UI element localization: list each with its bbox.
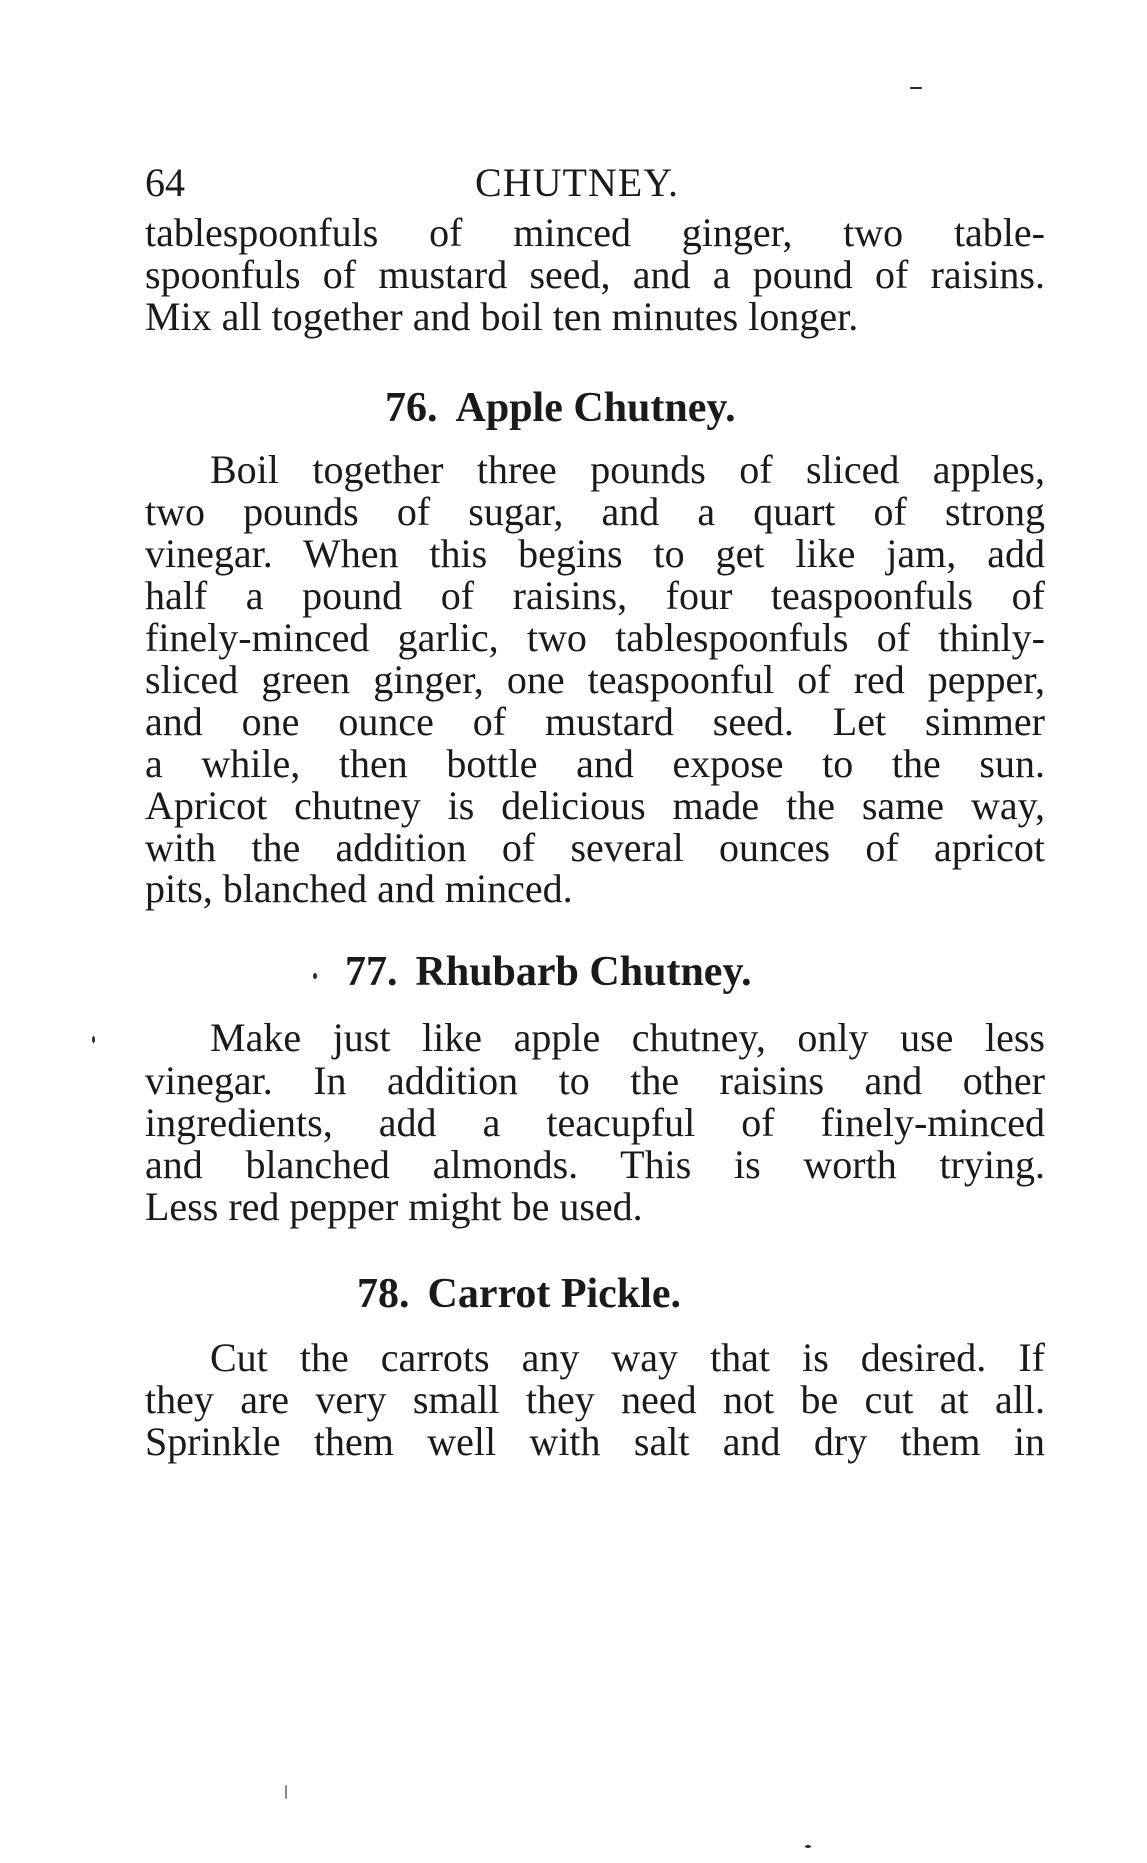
recipe-heading-carrot-pickle [357, 1268, 681, 1320]
text-line: tablespoonfuls of minced ginger, two table- [145, 210, 1045, 255]
page-number: 64 [145, 160, 185, 205]
text-line: a while, then bottle and expose to the sun. [145, 741, 1045, 786]
text-line: with the addition of several ounces of apricot [145, 825, 1045, 870]
recipe-number: 78. [357, 1271, 410, 1317]
page-header [145, 158, 1045, 208]
scan-speck [805, 1845, 811, 1848]
recipe-title: Carrot Pickle. [427, 1271, 681, 1317]
text-line: spoonfuls of mustard seed, and a pound of raisins. [145, 252, 1045, 297]
text-line: finely-minced garlic, two tablespoonfuls of thinly- [145, 615, 1045, 660]
recipe-number: 77. [345, 949, 398, 995]
scan-speck [285, 1785, 287, 1799]
text-line: vinegar. In addition to the raisins and other [145, 1058, 1045, 1103]
scan-speck [313, 973, 317, 979]
recipe-heading-rhubarb-chutney [345, 946, 752, 998]
text-line: vinegar. When this begins to get like jam, add [145, 531, 1045, 576]
text-line: Boil together three pounds of sliced apples, [210, 447, 1045, 492]
scan-speck [92, 1036, 95, 1043]
recipe-heading-apple-chutney [385, 382, 736, 434]
text-line: they are very small they need not be cut at all. [145, 1377, 1045, 1422]
text-line: half a pound of raisins, four teaspoonfuls of [145, 573, 1045, 618]
text-line: sliced green ginger, one teaspoonful of red pepper, [145, 657, 1045, 702]
text-line: Make just like apple chutney, only use less [210, 1015, 1045, 1060]
recipe-title: Apple Chutney. [455, 385, 736, 431]
text-line: and one ounce of mustard seed. Let simmer [145, 699, 1045, 744]
text-line: and blanched almonds. This is worth trying. [145, 1142, 1045, 1187]
recipe-number: 76. [385, 385, 438, 431]
text-line: Cut the carrots any way that is desired. If [210, 1335, 1045, 1380]
text-line: ingredients, add a teacupful of finely-minced [145, 1100, 1045, 1145]
recipe-title: Rhubarb Chutney. [415, 949, 752, 995]
text-line: Mix all together and boil ten minutes longer. [145, 294, 859, 339]
text-line: Less red pepper might be used. [145, 1184, 643, 1229]
text-line: Sprinkle them well with salt and dry them in [145, 1419, 1045, 1464]
running-title: CHUTNEY. [475, 160, 679, 205]
text-line: pits, blanched and minced. [145, 866, 573, 911]
scan-speck [910, 87, 922, 89]
text-line: Apricot chutney is delicious made the same way, [145, 783, 1045, 828]
text-line: two pounds of sugar, and a quart of strong [145, 489, 1045, 534]
